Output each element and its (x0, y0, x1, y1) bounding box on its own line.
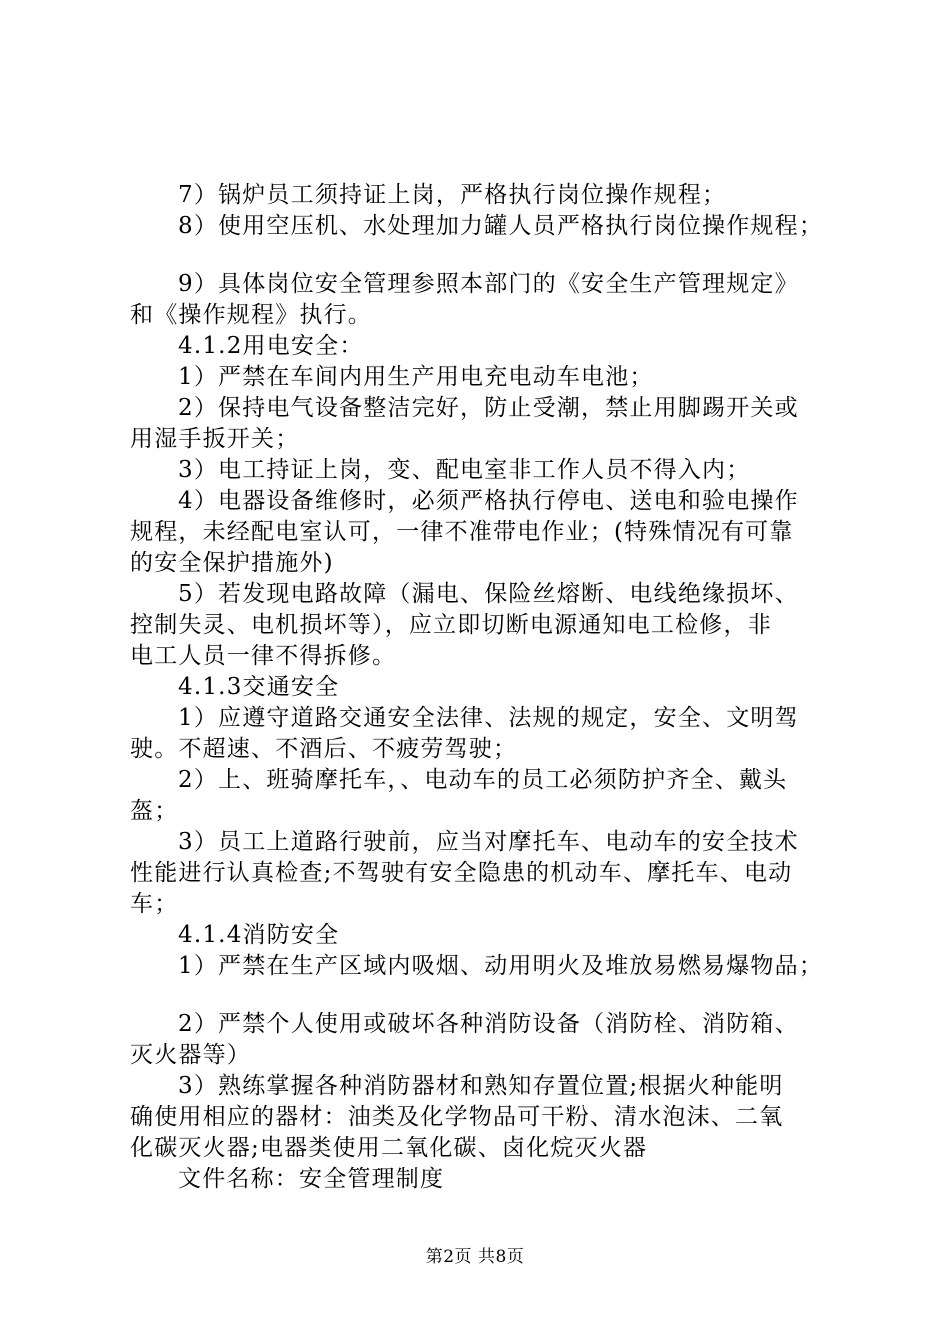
text-line: 3）电工持证上岗，变、配电室非工作人员不得入内； (178, 457, 751, 483)
text-line: 确使用相应的器材：油类及化学物品可干粉、清水泡沫、二氧 (130, 1104, 784, 1130)
text-line: 车； (130, 891, 179, 917)
text-line: 灭火器等） (130, 1042, 251, 1068)
text-line: 驶。不超速、不酒后、不疲劳驾驶； (130, 736, 518, 762)
text-line: 控制失灵、电机损坏等），应立即切断电源通知电工检修，非 (130, 612, 772, 638)
text-line: 1）严禁在生产区域内吸烟、动用明火及堆放易燃易爆物品； (178, 953, 824, 979)
text-line: 2）严禁个人使用或破坏各种消防设备（消防栓、消防箱、 (178, 1011, 799, 1037)
text-line: 用湿手扳开关； (130, 426, 300, 452)
text-line: 盔； (130, 798, 179, 824)
text-line: 2）上、班骑摩托车，、电动车的员工必须防护齐全、戴头 (178, 767, 788, 793)
text-line: 2）保持电气设备整洁完好，防止受潮，禁止用脚踢开关或 (178, 395, 799, 421)
text-line: 性能进行认真检查;不驾驶有安全隐患的机动车、摩托车、电动 (130, 860, 793, 886)
text-line: 4.1.4消防安全 (178, 922, 340, 948)
text-line: 1）应遵守道路交通安全法律、法规的规定，安全、文明驾 (178, 705, 799, 731)
text-line: 9）具体岗位安全管理参照本部门的《安全生产管理规定》 (178, 271, 799, 297)
text-line: 3）熟练掌握各种消防器材和熟知存置位置;根据火种能明 (178, 1073, 784, 1099)
text-line: 3）员工上道路行驶前，应当对摩托车、电动车的安全技术 (178, 829, 799, 855)
text-line: 电工人员一律不得拆修。 (130, 643, 397, 669)
text-line: 8）使用空压机、水处理加力罐人员严格执行岗位操作规程； (178, 213, 824, 239)
text-line: 的安全保护措施外) (130, 550, 334, 576)
text-line: 化碳灭火器;电器类使用二氧化碳、卤化烷灭火器 (130, 1135, 648, 1161)
text-line: 和《操作规程》执行。 (130, 302, 372, 328)
text-line: 4.1.2用电安全： (178, 333, 364, 359)
text-line: 1）严禁在车间内用生产用电充电动车电池； (178, 364, 654, 390)
text-line: 5）若发现电路故障（漏电、保险丝熔断、电线绝缘损坏、 (178, 581, 799, 607)
text-line: 7）锅炉员工须持证上岗，严格执行岗位操作规程； (178, 182, 727, 208)
text-line: 文件名称：安全管理制度 (178, 1166, 445, 1192)
text-line: 4）电器设备维修时，必须严格执行停电、送电和验电操作 (178, 488, 799, 514)
page-footer: 第2页 共8页 (425, 1247, 525, 1267)
text-line: 4.1.3交通安全 (178, 674, 340, 700)
text-line: 规程，未经配电室认可，一律不准带电作业；(特殊情况有可靠 (130, 519, 794, 545)
